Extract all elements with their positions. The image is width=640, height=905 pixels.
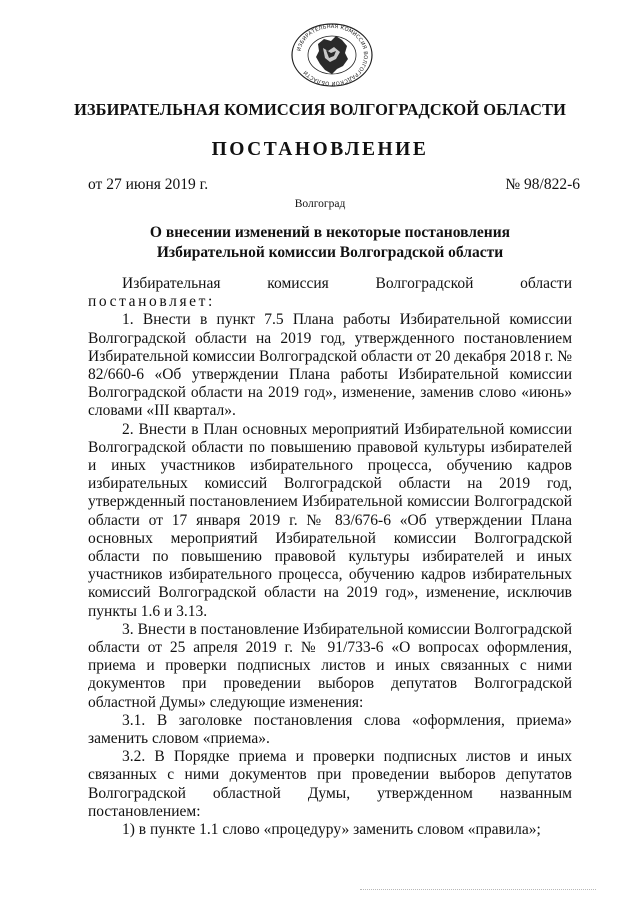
document-city: Волгоград bbox=[294, 198, 346, 210]
paragraph-3-2: 3.2. В Порядке приема и проверки подписных листов и иных связанных с ними документов при проведении выборов депутатов Волгоградской областной Думы, утвержденном названным постановлением: bbox=[88, 748, 572, 820]
document-date: от 27 июня 2019 г. bbox=[88, 176, 209, 193]
document-type-heading: ПОСТАНОВЛЕНИЕ bbox=[211, 139, 429, 160]
document-title bbox=[100, 223, 560, 262]
title-line-1: О внесении изменений в некоторые постановления bbox=[149, 224, 511, 241]
paragraph-1: 1. Внести в пункт 7.5 Плана работы Избирательной комиссии Волгоградской области на 2019 год, утвержденного постановлением Избирательной комиссии Волгоградской области от 20 декабря 2018 г. № 82/660-6 «Об утверждении Плана работы Избирательной комиссии Волгоградской области на 2019 год», изменение, заменив слово «июнь» словами «III квартал». bbox=[88, 311, 572, 420]
scan-artifact-divider bbox=[360, 889, 596, 896]
intro-decision-word: постановляет: bbox=[88, 293, 215, 311]
organization-heading: ИЗБИРАТЕЛЬНАЯ КОМИССИЯ ВОЛГОГРАДСКОЙ ОБЛАСТИ bbox=[74, 100, 566, 119]
coat-of-arms-seal-icon bbox=[290, 22, 374, 88]
paragraph-3-2-1: 1) в пункте 1.1 слово «процедуру» заменить словом «правила»; bbox=[122, 821, 541, 839]
seal-ring-text: ИЗБИРАТЕЛЬНАЯ КОМИССИЯ ВОЛГОГРАДСКОЙ ОБЛАСТИ bbox=[296, 23, 369, 87]
paragraph-3-1: 3.1. В заголовке постановления слова «оформления, приема» заменить словом «приема». bbox=[88, 711, 572, 748]
document-body bbox=[88, 275, 572, 839]
paragraph-2: 2. Внести в План основных мероприятий Избирательной комиссии Волгоградской области по повышению правовой культуры избирателей и иных участников избирательного процесса, обучению кадров избирательных комиссий Волгоградской области на 2019 год, утвержденный постановлением Избирательной комиссии Волгоградской области от 17 января 2019 г. № 83/676-6 «Об утверждении Плана основных мероприятий Избирательной комиссии Волгоградской области по повышению правовой культуры избирателей и иных участников избирательного процесса, обучению кадров избирательных комиссий Волгоградской области на 2019 год», изменение, исключив пункты 1.6 и 3.13. bbox=[88, 420, 572, 620]
intro-line: Избирательная комиссия Волгоградской области bbox=[122, 275, 572, 292]
title-line-2: Избирательной комиссии Волгоградской области bbox=[156, 243, 504, 261]
paragraph-3: 3. Внести в постановление Избирательной комиссии Волгоградской области от 25 апреля 2019 г. № 91/733-6 «О вопросах оформления, приема и проверки подписных листов и иных связанных с ними документов при проведении выборов депутатов Волгоградской областной Думы» следующие изменения: bbox=[88, 620, 572, 711]
document-number: № 98/822-6 bbox=[505, 176, 580, 193]
